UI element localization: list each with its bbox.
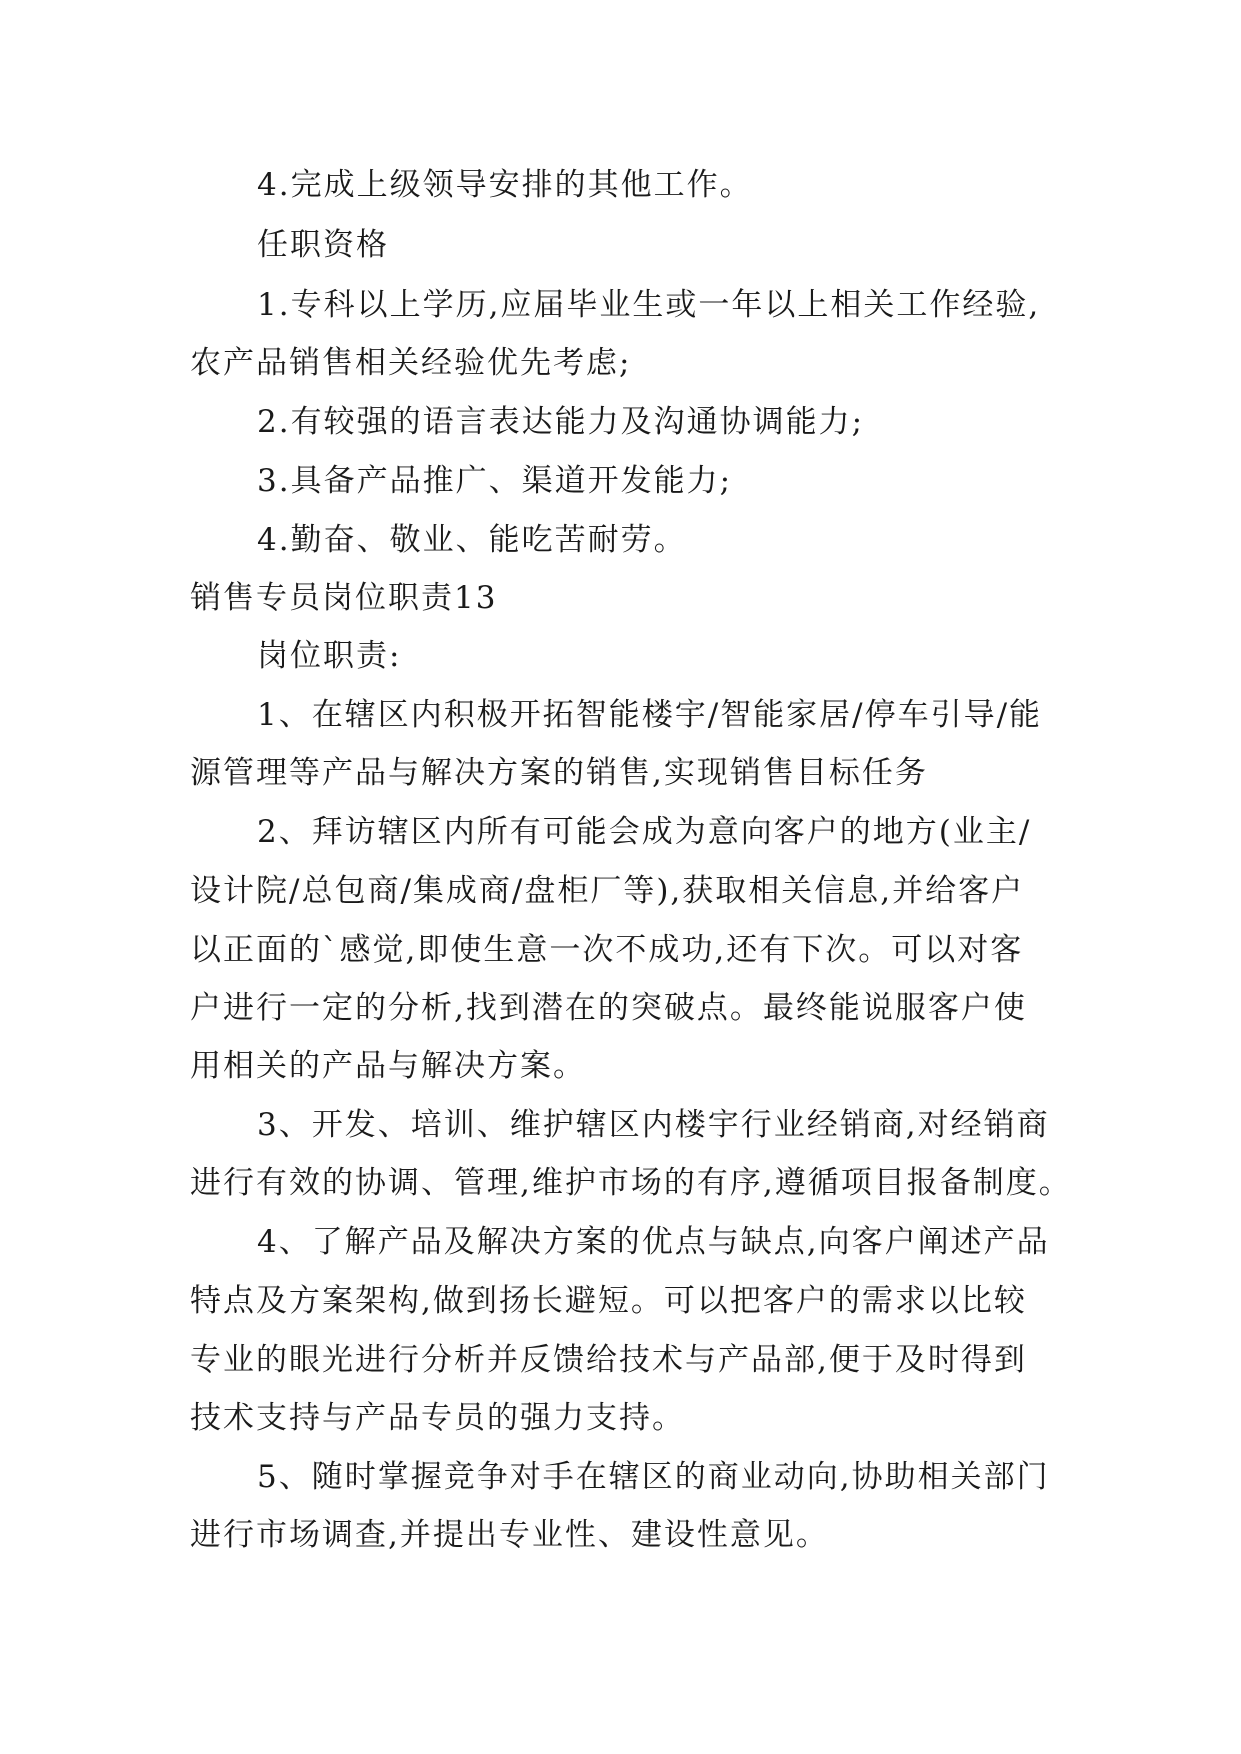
duty-2-line-2: 设计院/总包商/集成商/盘柜厂等),获取相关信息,并给客户: [190, 873, 1025, 909]
duty-4-line-2: 特点及方案架构,做到扬长避短。可以把客户的需求以比较: [190, 1283, 1027, 1319]
section-title-sales-duties-13: 销售专员岗位职责13: [190, 580, 498, 616]
duty-4-line-1: 4、了解产品及解决方案的优点与缺点,向客户阐述产品: [257, 1224, 1050, 1260]
qualification-2: 2.有较强的语言表达能力及沟通协调能力;: [257, 404, 865, 440]
qualification-4: 4.勤奋、敬业、能吃苦耐劳。: [257, 522, 687, 558]
duty-5-line-1: 5、随时掌握竞争对手在辖区的商业动向,协助相关部门: [257, 1459, 1050, 1495]
section-heading-qualifications: 任职资格: [257, 227, 389, 263]
qualification-1-line-1: 1.专科以上学历,应届毕业生或一年以上相关工作经验,: [257, 287, 1041, 323]
duty-2-line-1: 2、拜访辖区内所有可能会成为意向客户的地方(业主/: [257, 814, 1032, 850]
duty-2-line-3: 以正面的`感觉,即使生意一次不成功,还有下次。可以对客: [190, 932, 1024, 968]
duty-3-line-2: 进行有效的协调、管理,维护市场的有序,遵循项目报备制度。: [190, 1165, 1072, 1201]
section-heading-duties: 岗位职责:: [257, 638, 402, 674]
duty-5-line-2: 进行市场调查,并提出专业性、建设性意见。: [190, 1517, 829, 1553]
duty-2-line-4: 户进行一定的分析,找到潜在的突破点。最终能说服客户使: [190, 990, 1027, 1026]
duty-1-line-1: 1、在辖区内积极开拓智能楼宇/智能家居/停车引导/能: [257, 697, 1043, 733]
qualification-3: 3.具备产品推广、渠道开发能力;: [257, 463, 733, 499]
duty-4-line-3: 专业的眼光进行分析并反馈给技术与产品部,便于及时得到: [190, 1342, 1027, 1378]
duty-4-line-4: 技术支持与产品专员的强力支持。: [190, 1400, 685, 1436]
duty-3-line-1: 3、开发、培训、维护辖区内楼宇行业经销商,对经销商: [257, 1107, 1050, 1143]
qualification-1-line-2: 农产品销售相关经验优先考虑;: [190, 345, 632, 381]
list-item-4-other-tasks: 4.完成上级领导安排的其他工作。: [257, 167, 753, 203]
duty-1-line-2: 源管理等产品与解决方案的销售,实现销售目标任务: [190, 755, 928, 791]
duty-2-line-5: 用相关的产品与解决方案。: [190, 1048, 586, 1084]
